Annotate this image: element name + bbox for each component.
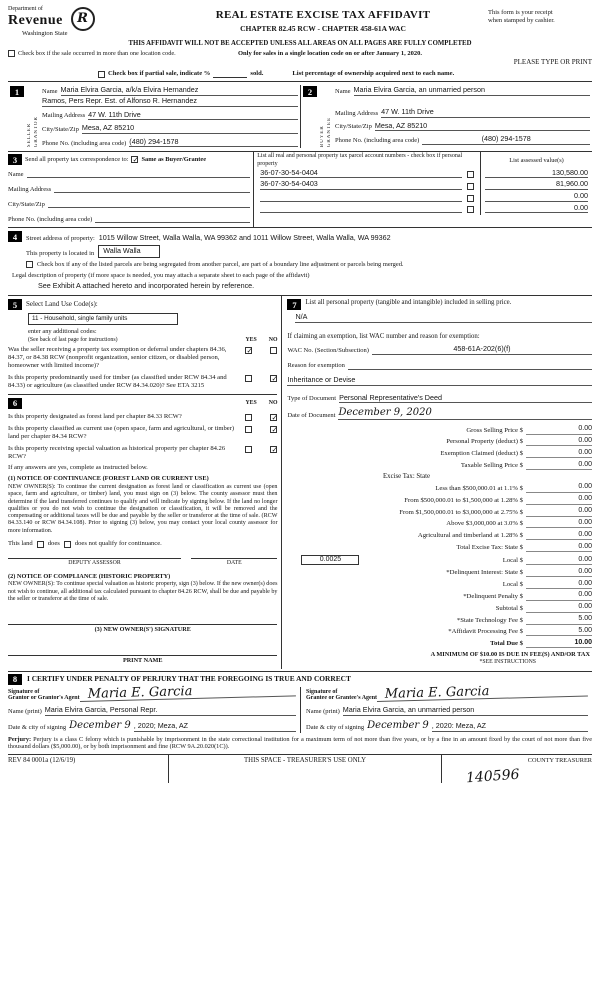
personal-property-label: List all personal property (tangible and intangible) included in selling price. (305, 299, 512, 307)
delinquent-penalty-value[interactable]: 0.00 (526, 591, 592, 600)
warning-banner: THIS AFFIDAVIT WILL NOT BE ACCEPTED UNLESS ALL AREAS ON ALL PAGES ARE FULLY COMPLETED (128, 39, 472, 47)
land-does-not-checkbox[interactable] (64, 541, 71, 548)
print-name-line[interactable] (8, 642, 277, 656)
personal-property-checkbox[interactable] (467, 206, 474, 213)
local-tax-value[interactable]: 0.00 (526, 556, 592, 565)
assessed-value-field[interactable]: 0.00 (485, 204, 588, 214)
grantor-name-print-field[interactable]: Maria Elvira Garcia, Personal Repr. (45, 706, 296, 716)
exemption-note: If claiming an exemption, list WAC number and reason for exemption: (287, 333, 480, 341)
money-row: *Delinquent Penalty $ 0.00 (463, 591, 592, 600)
title-block (158, 6, 488, 33)
question-row (8, 374, 277, 390)
seller-grantor-side-label: SELLER GRANTOR (27, 116, 39, 148)
seller-name-field-line2[interactable]: Ramos, Pers Repr. Est. of Alfonso R. Hernandez (42, 97, 298, 107)
street-address-field[interactable]: 1015 Willow Street, Walla Walla, WA 99362 and 1011 Willow Street, Walla Walla, WA 99362 (98, 232, 391, 242)
current-use-question: Is this property classified as current use (open space, farm and agricultural, or timber) land per chapter 84.34 RCW? (8, 424, 235, 440)
parcel-numbers-header: List all real and personal property tax parcel account numbers - check box if personal property (257, 153, 463, 167)
state-technology-fee-value[interactable]: 5.00 (526, 615, 592, 624)
s6-q3-yes-checkbox[interactable] (245, 446, 252, 453)
form-title: REAL ESTATE EXCISE TAX AFFIDAVIT (215, 9, 431, 21)
multi-location-checkbox[interactable] (8, 50, 15, 57)
exemption-claimed-value[interactable]: 0.00 (526, 449, 592, 458)
tier2-tax-value[interactable]: 0.00 (526, 495, 592, 504)
historic-property-question: Is this property receiving special valuation as historical property per chapter 84.26 RCW? (8, 444, 226, 460)
s6-q2-no-checkbox[interactable]: ✓ (271, 424, 278, 434)
s5-q1-no-checkbox[interactable] (270, 347, 277, 354)
personal-property-deduct-value[interactable]: 0.00 (526, 437, 592, 446)
personal-property-checkbox[interactable] (467, 195, 474, 202)
tier4-tax-value[interactable]: 0.00 (526, 519, 592, 528)
date-of-document-field[interactable]: December 9, 2020 (338, 407, 592, 420)
s6-q1-yes-checkbox[interactable] (245, 414, 252, 421)
reason-exemption-label: Reason for exemption (287, 362, 345, 370)
notice-compliance-title: (2) NOTICE OF COMPLIANCE (HISTORIC PROPERTY) (8, 572, 171, 580)
buyer-section (300, 85, 592, 148)
see-back-note: (See back of last page for instructions) (28, 337, 118, 344)
question-row (8, 445, 277, 461)
revenue-wordmark: Revenue (8, 13, 63, 29)
gross-selling-price-value[interactable]: 0.00 (526, 425, 592, 434)
section-6-number: 6 (8, 398, 22, 409)
parcel-row (254, 180, 592, 192)
tier1-tax-value[interactable]: 0.00 (526, 483, 592, 492)
money-row: *Delinquent Interest: State $ 0.00 (446, 567, 592, 576)
question-row (8, 413, 277, 421)
assessed-values-header: List assessed value(s) (480, 152, 592, 168)
buyer-city-label: City/State/Zip (335, 123, 372, 131)
grantee-date-city-label: Date & city of signing (306, 723, 365, 731)
county-treasurer-label: COUNTY TREASURER (527, 756, 592, 764)
type-of-document-field[interactable]: Personal Representative's Deed (339, 394, 592, 404)
excise-tax-header-row (287, 473, 592, 481)
yes-column-header: YES (245, 399, 257, 406)
assessed-value-field[interactable]: 130,580.00 (485, 169, 588, 179)
money-row: Total Excise Tax: State $ 0.00 (456, 542, 592, 552)
please-type-note: PLEASE TYPE OR PRINT (513, 57, 592, 66)
grantor-name-print-label: Name (print) (8, 707, 42, 715)
grantee-name-print-label: Name (print) (306, 707, 340, 715)
located-in-field[interactable]: Walla Walla (98, 245, 159, 258)
grantee-agent-label: Grantee or Grantee's Agent (306, 695, 378, 702)
grantor-date-city-field[interactable]: , 2020; Meza, AZ (134, 722, 296, 732)
assessed-value-field[interactable]: 81,960.00 (485, 180, 588, 190)
grantor-signature-field[interactable]: Maria E. Garcia (79, 682, 296, 702)
same-as-buyer-checkbox[interactable]: ✓ (132, 155, 139, 165)
perjury-text: Perjury is a class C felony which is punishable by imprisonment in the state correctional institution for a maximum term of not more than five years, or by a fine in an amount fixed by the court of not more than five thousand dollars ($5,000.00), or by both imprisonment and fine (RCW 9A.20.020(1C)). (8, 735, 592, 751)
receipt-note (488, 6, 592, 25)
buyer-grantee-side-label: BUYER GRANTEE (320, 117, 332, 148)
tier3-tax-value[interactable]: 0.00 (526, 507, 592, 516)
same-as-buyer-label: Same as Buyer/Grantee (141, 156, 207, 164)
grantee-name-print-field[interactable]: Maria Elvira Garcia, an unmarried person (343, 706, 588, 716)
grantor-date-hand[interactable]: December 9 (69, 719, 131, 731)
does-label: does (47, 540, 60, 548)
treasurer-space-label: THIS SPACE - TREASURER'S USE ONLY (168, 755, 442, 783)
seller-phone-label: Phone No. (including area code) (42, 139, 127, 147)
no-column-header: NO (268, 337, 278, 344)
land-use-code-select[interactable]: 11 - Household, single family units (28, 313, 178, 325)
print-name-label: PRINT NAME (122, 656, 163, 664)
assessor-date-line[interactable]: DATE (191, 558, 277, 567)
taxable-selling-price-value[interactable]: 0.00 (526, 461, 592, 470)
does-not-label: does not qualify for continuance. (74, 540, 162, 548)
money-row: *State Technology Fee $ 5.00 (456, 615, 592, 624)
form-header (8, 6, 592, 38)
money-row: Above $3,000,000 at 3.0% $ 0.00 (446, 519, 592, 528)
personal-property-section (282, 296, 592, 669)
corr-name-field[interactable] (27, 169, 251, 178)
seller-city-label: City/State/Zip (42, 126, 79, 133)
money-row: Subtotal $ 0.00 (495, 603, 592, 612)
legal-description-field[interactable]: See Exhibit A attached hereto and incorporated herein by reference. (38, 281, 255, 291)
yes-column-header: YES (245, 337, 257, 344)
notice-continuance-body: NEW OWNER(S): To continue the current designation as forest land or classification as current use (open space, farm and agriculture, or timber) land, you must sign on (3) below. The county assessor must then determine if the land transferred continues to qualify and will indicate by signing below. If the land no longer qualifies or you do not wish to continue the designation or classification, it will be removed and the compensating or additional taxes will be due and payable by the seller or transferor at the time of sale. (RCW 84.33.140 or RCW 84.34.108). Prior to signing (3) below, you may contact your local county assessor for more information. (8, 483, 278, 534)
signature-of-label: Signature of (306, 688, 338, 695)
corr-mailing-label: Mailing Address (8, 185, 52, 193)
money-row: Exemption Claimed (deduct) $ 0.00 (440, 448, 592, 458)
local-rate-row: 0.0025 Local $ 0.00 (287, 555, 592, 565)
money-row: Local $ 0.00 (502, 579, 592, 588)
seller-city-field[interactable]: Mesa, AZ 85210 (82, 124, 298, 134)
local-rate-box: 0.0025 (301, 555, 359, 565)
forest-land-question: Is this property designated as forest land per chapter 84.33 RCW? (8, 412, 182, 420)
property-address-section (8, 228, 592, 296)
additional-codes-label: enter any additional codes: (28, 327, 97, 335)
see-instructions-note: *SEE INSTRUCTIONS (479, 658, 536, 665)
s6-q3-no-checkbox[interactable]: ✓ (271, 444, 278, 454)
minimum-fee-note: A MINIMUM OF $10.00 IS DUE IN FEE(S) AND/OR TAX (430, 651, 590, 659)
partial-sale-row (8, 66, 592, 82)
multi-location-option (8, 50, 178, 58)
money-row: Less than $500,000.01 at 1.1% $ 0.00 (435, 483, 592, 492)
section-4-number: 4 (8, 231, 22, 242)
money-row: From $1,500,000.01 to $3,000,000 at 2.75% $ 0.00 (399, 507, 592, 516)
s5-q1-yes-checkbox[interactable]: ✓ (246, 346, 253, 356)
section-7-number: 7 (287, 299, 301, 310)
partial-sale-label: Check box if partial sale, indicate % (108, 70, 211, 78)
revenue-logo-icon: R (71, 7, 95, 31)
deputy-assessor-signature-line[interactable]: DEPUTY ASSESSOR (8, 558, 181, 567)
personal-property-checkbox[interactable] (467, 183, 474, 190)
if-yes-note: If any answers are yes, complete as instructed below. (8, 464, 148, 472)
buyer-name-field[interactable]: Maria Elvira Garcia, an unmarried person (354, 86, 590, 96)
dor-logo (8, 6, 158, 38)
corr-name-label: Name (8, 170, 24, 178)
grantee-date-hand[interactable]: December 9 (367, 719, 429, 731)
buyer-name-label: Name (335, 88, 351, 96)
form-number: REV 84 0001a (12/6/19) (8, 756, 76, 764)
s6-q1-no-checkbox[interactable]: ✓ (271, 412, 278, 422)
reason-exemption-field[interactable] (348, 361, 592, 370)
seller-mailing-label: Mailing Address (42, 112, 86, 120)
new-owner-signature-label: (3) NEW OWNER(S') SIGNATURE (94, 626, 191, 634)
corr-phone-field[interactable] (95, 214, 250, 223)
dept-of-label: Department of (8, 6, 43, 12)
street-address-label: Street address of property: (26, 234, 95, 242)
send-correspondence-label: Send all property tax correspondence to: (25, 156, 129, 164)
buyer-mailing-field[interactable]: 47 W. 11th Drive (381, 108, 590, 118)
parcel-number-field[interactable]: 36-07-30-54-0403 (260, 180, 462, 190)
multi-location-label: Check box if the sale occurred in more than one location code. (18, 49, 176, 57)
sold-label: sold. (250, 70, 264, 78)
seller-section (8, 85, 300, 148)
partial-sale-checkbox[interactable] (98, 71, 105, 78)
money-row: *Affidavit Processing Fee $ 5.00 (448, 627, 592, 636)
money-row: Gross Selling Price $ 0.00 (466, 425, 592, 434)
money-row: Taxable Selling Price $ 0.00 (460, 460, 592, 470)
form-footer (8, 754, 592, 787)
seller-exemption-question: Was the seller receiving a property tax exemption or deferral under chapters 84.36, 84.37, or 84.38 RCW (nonprofit organization, senior citizen, or disabled person, homeowner with limited income)? (8, 346, 227, 370)
timber-agriculture-question: Is this property predominantly used for timber (as classified under RCW 84.34 and 84.33) or agriculture (as classified under RCW 84.34.020)? See ETA 3215 (8, 374, 227, 389)
money-row: Total Due $ 10.00 (490, 638, 592, 648)
excise-tax-state-header: Excise Tax: State (383, 472, 430, 480)
corr-phone-label: Phone No. (including area code) (8, 215, 93, 223)
section-5-number: 5 (8, 299, 22, 310)
ownership-note: List percentage of ownership acquired next to each name. (292, 70, 455, 78)
buyer-city-field[interactable]: Mesa, AZ 85210 (375, 122, 590, 132)
section-1-number: 1 (10, 86, 24, 97)
washington-state-label: Washington State (22, 29, 68, 37)
chapter-subtitle: CHAPTER 82.45 RCW - CHAPTER 458-61A WAC (240, 24, 406, 34)
land-use-section (8, 299, 277, 310)
forest-land-section (8, 394, 277, 409)
delinquent-interest-local-value[interactable]: 0.00 (526, 580, 592, 589)
new-owner-signature-line[interactable] (8, 611, 277, 625)
section-3-number: 3 (8, 154, 22, 165)
land-use-label: Select Land Use Code(s): (26, 300, 98, 309)
seller-mailing-field[interactable]: 47 W. 11th Drive (88, 111, 298, 121)
legal-description-label: Legal description of property (if more space is needed, you may attach a separate sheet to each page of the affidavit) (12, 271, 310, 279)
affidavit-processing-fee-value[interactable]: 5.00 (526, 627, 592, 636)
s6-q2-yes-checkbox[interactable] (245, 426, 252, 433)
land-does-checkbox[interactable] (37, 541, 44, 548)
agricultural-tax-value[interactable]: 0.00 (526, 531, 592, 540)
tax-correspondence-section (8, 151, 592, 228)
section-8-number: 8 (8, 674, 22, 685)
reason-exemption-value[interactable]: Inheritance or Devise (287, 376, 592, 386)
receipt-note-line2: when stamped by cashier. (488, 16, 555, 24)
delinquent-interest-state-value[interactable]: 0.00 (526, 568, 592, 577)
money-row: From $500,000.01 to $1,500,000 at 1.28% $ 0.00 (404, 495, 592, 504)
percent-sold-field[interactable] (213, 71, 247, 78)
this-land-label: This land (8, 540, 33, 548)
notice-compliance-body: NEW OWNER(S): To continue special valuation as historic property, sign (3) below. If the new owner(s) does not wish to continue, all additional tax calculated pursuant to chapter 84.26 RCW, shall be due and payable by the seller or transferor at the time of sale. (8, 581, 278, 603)
grantee-signature-block (300, 683, 592, 733)
certification-section (8, 671, 592, 733)
buyer-phone-label: Phone No. (including area code) (335, 137, 420, 144)
grantee-date-city-field[interactable]: , 2020: Meza, AZ (432, 722, 588, 732)
buyer-mailing-label: Mailing Address (335, 109, 379, 117)
wac-number-field[interactable]: 458-61A-202(6)(f) (372, 345, 592, 355)
seller-phone-field[interactable]: (480) 294-1578 (129, 138, 298, 148)
receipt-note-line1: This form is your receipt (488, 9, 553, 16)
grantor-signature-block (8, 683, 300, 733)
perjury-paragraph (8, 736, 592, 751)
grantor-agent-label: Grantor or Grantor's Agent (8, 695, 80, 702)
parcel-row (254, 192, 592, 204)
grantor-date-city-label: Date & city of signing (8, 723, 67, 731)
signature-of-label: Signature of (8, 688, 40, 695)
s5-q2-no-checkbox[interactable]: ✓ (271, 374, 278, 383)
s5-q2-yes-checkbox[interactable] (245, 375, 252, 382)
corr-mailing-field[interactable] (54, 184, 250, 193)
parcel-row (254, 204, 592, 216)
personal-property-checkbox[interactable] (467, 171, 474, 178)
segregated-checkbox[interactable] (26, 261, 33, 268)
grantee-signature-field[interactable]: Maria E. Garcia (377, 682, 588, 702)
notice-continuance-title: (1) NOTICE OF CONTINUANCE (FOREST LAND OR CURRENT USE) (8, 475, 209, 483)
certify-statement: I CERTIFY UNDER PENALTY OF PERJURY THAT THE FOREGOING IS TRUE AND CORRECT (27, 673, 351, 683)
money-row: Personal Property (deduct) $ 0.00 (446, 437, 592, 446)
segregated-label: Check box if any of the listed parcels are being segregated from another parcel, are part of a boundary line adjustment or parcels being merged. (37, 261, 404, 269)
no-column-header: NO (268, 399, 278, 406)
section-2-number: 2 (303, 86, 317, 97)
date-of-document-label: Date of Document (287, 412, 336, 420)
single-location-note: Only for sales in a single location code on or after January 1, 2020. (238, 49, 422, 57)
total-due-value[interactable]: 10.00 (526, 639, 592, 648)
corr-city-label: City/State/Zip (8, 200, 45, 208)
subheader-row (8, 50, 592, 66)
question-row (8, 346, 277, 370)
buyer-phone-field[interactable]: (480) 294-1578 (422, 135, 590, 145)
parcel-table (253, 152, 592, 227)
parcel-number-field[interactable]: 36-07-30-54-0404 (260, 169, 462, 179)
type-of-document-label: Type of Document (287, 395, 337, 403)
main-columns (8, 296, 592, 669)
wac-number-label: WAC No. (Section/Subsection) (287, 347, 369, 355)
seller-name-field[interactable]: Maria Elvira Garcia, a/k/a Elvira Hernandez (61, 86, 298, 96)
parcel-number-field[interactable] (260, 193, 462, 202)
located-in-label: This property is located in (26, 250, 95, 258)
parties-row (8, 82, 592, 151)
total-excise-state-value[interactable]: 0.00 (526, 543, 592, 552)
treasurer-stamp-number: 140596 (465, 766, 521, 787)
seller-name-label: Name (42, 88, 58, 96)
perjury-label: Perjury: (8, 735, 32, 743)
question-row (8, 425, 277, 441)
subtotal-value[interactable]: 0.00 (526, 603, 592, 612)
assessed-value-field[interactable]: 0.00 (485, 192, 588, 202)
money-row: Agricultural and timberland at 1.28% $ 0.00 (417, 530, 592, 540)
corr-city-field[interactable] (48, 199, 250, 208)
personal-property-field[interactable]: N/A (295, 313, 592, 323)
parcel-number-field[interactable] (260, 204, 462, 213)
